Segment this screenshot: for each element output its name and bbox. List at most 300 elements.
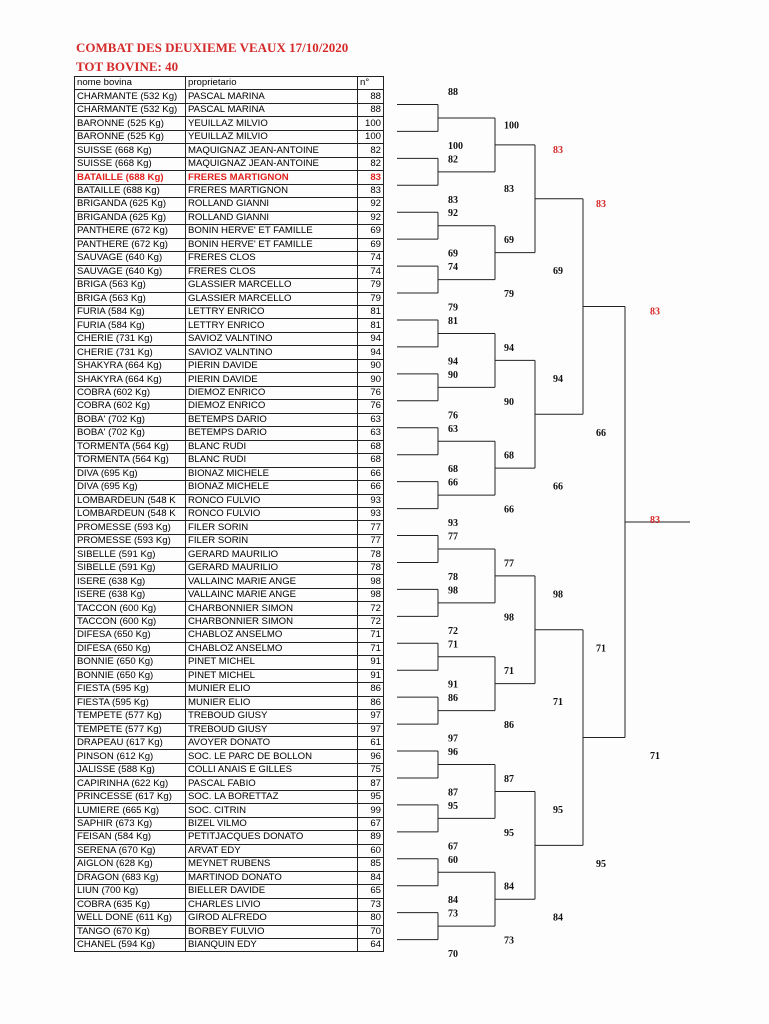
cell-name: TORMENTA (564 Kg)	[75, 454, 186, 467]
bracket-score: 71	[448, 639, 458, 651]
table-row	[75, 777, 384, 790]
bracket-score: 70	[448, 949, 458, 961]
cell-name: CHANEL (594 Kg)	[75, 939, 186, 952]
bracket-score: 72	[448, 625, 458, 637]
bracket-score: 66	[596, 427, 606, 439]
cell-owner: SAVIOZ VALNTINO	[186, 346, 358, 359]
bracket-score: 83	[504, 183, 514, 195]
cell-number: 86	[358, 683, 384, 696]
bracket-score: 98	[448, 585, 458, 597]
cell-owner: CHARBONNIER SIMON	[186, 602, 358, 615]
cell-number: 80	[358, 912, 384, 925]
cell-name: BRIGA (563 Kg)	[75, 279, 186, 292]
bracket-score: 96	[448, 747, 458, 759]
event-title: COMBAT DES DEUXIEME VEAUX 17/10/2020	[76, 40, 349, 55]
cell-number: 66	[358, 481, 384, 494]
table-row	[75, 723, 384, 736]
cell-number: 94	[358, 332, 384, 345]
bracket-score: 97	[448, 733, 458, 745]
entries-table	[74, 76, 384, 952]
cell-owner: CHARLES LIVIO	[186, 898, 358, 911]
table-row	[75, 238, 384, 251]
bracket-score: 78	[448, 571, 458, 583]
cell-number: 72	[358, 615, 384, 628]
bracket-score: 76	[448, 410, 458, 422]
cell-name: PRINCESSE (617 Kg)	[75, 790, 186, 803]
cell-name: PROMESSE (593 Kg)	[75, 521, 186, 534]
table-row	[75, 750, 384, 763]
cell-number: 81	[358, 305, 384, 318]
cell-number: 90	[358, 373, 384, 386]
bracket-score: 94	[553, 373, 563, 385]
cell-owner: ARVAT EDY	[186, 844, 358, 857]
table-row	[75, 508, 384, 521]
cell-name: BOBA' (702 Kg)	[75, 413, 186, 426]
cell-owner: FRERES MARTIGNON	[186, 184, 358, 197]
cell-name: TACCON (600 Kg)	[75, 615, 186, 628]
cell-name: SHAKYRA (664 Kg)	[75, 359, 186, 372]
cell-owner: MAQUIGNAZ JEAN-ANTOINE	[186, 144, 358, 157]
table-row	[75, 548, 384, 561]
cell-owner: BONIN HERVE' ET FAMILLE	[186, 225, 358, 238]
cell-name: FEISAN (584 Kg)	[75, 831, 186, 844]
cell-name: ISERE (638 Kg)	[75, 588, 186, 601]
cell-number: 86	[358, 696, 384, 709]
cell-owner: CHARBONNIER SIMON	[186, 615, 358, 628]
bracket-score: 74	[448, 262, 458, 274]
cell-name: COBRA (635 Kg)	[75, 898, 186, 911]
table-row	[75, 252, 384, 265]
cell-owner: BIONAZ MICHELE	[186, 467, 358, 480]
cell-name: FIESTA (595 Kg)	[75, 696, 186, 709]
cell-name: BARONNE (525 Kg)	[75, 117, 186, 130]
cell-number: 79	[358, 292, 384, 305]
cell-name: BATAILLE (688 Kg)	[75, 184, 186, 197]
cell-owner: PINET MICHEL	[186, 656, 358, 669]
cell-owner: YEUILLAZ MILVIO	[186, 117, 358, 130]
cell-number: 73	[358, 898, 384, 911]
cell-name: CHERIE (731 Kg)	[75, 332, 186, 345]
bracket-score: 95	[504, 827, 514, 839]
bracket-score: 90	[504, 396, 514, 408]
cell-owner: PASCAL MARINA	[186, 90, 358, 103]
cell-name: DIVA (695 Kg)	[75, 467, 186, 480]
cell-name: DRAGON (683 Kg)	[75, 871, 186, 884]
bracket-score: 88	[448, 87, 458, 98]
table-row	[75, 467, 384, 480]
cell-number: 88	[358, 90, 384, 103]
cell-name: BONNIE (650 Kg)	[75, 669, 186, 682]
cell-number: 67	[358, 817, 384, 830]
cell-number: 91	[358, 669, 384, 682]
cell-number: 77	[358, 534, 384, 547]
table-row	[75, 939, 384, 952]
table-header-row	[75, 77, 384, 90]
cell-name: COBRA (602 Kg)	[75, 386, 186, 399]
table-row	[75, 427, 384, 440]
table-row	[75, 858, 384, 871]
cell-name: SUISSE (668 Kg)	[75, 157, 186, 170]
cell-owner: BORBEY FULVIO	[186, 925, 358, 938]
cell-number: 74	[358, 265, 384, 278]
bracket-score: 69	[504, 235, 514, 247]
cell-number: 91	[358, 656, 384, 669]
cell-owner: PIERIN DAVIDE	[186, 373, 358, 386]
bracket-score: 93	[448, 518, 458, 530]
table-row	[75, 561, 384, 574]
cell-number: 76	[358, 400, 384, 413]
cell-name: SERENA (670 Kg)	[75, 844, 186, 857]
bracket-score: 87	[448, 787, 458, 799]
cell-owner: BIANQUIN EDY	[186, 939, 358, 952]
cell-owner: BIELLER DAVIDE	[186, 885, 358, 898]
bracket-score: 73	[504, 935, 514, 947]
bracket-score: 66	[553, 481, 563, 493]
bracket-score: 92	[448, 208, 458, 220]
bracket-score: 71	[650, 751, 660, 763]
cell-name: AIGLON (628 Kg)	[75, 858, 186, 871]
cell-owner: GLASSIER MARCELLO	[186, 279, 358, 292]
cell-name: CHARMANTE (532 Kg)	[75, 103, 186, 116]
cell-owner: RONCO FULVIO	[186, 508, 358, 521]
bracket-score: 68	[448, 464, 458, 476]
cell-owner: GERARD MAURILIO	[186, 548, 358, 561]
cell-owner: GERARD MAURILIO	[186, 561, 358, 574]
cell-number: 75	[358, 763, 384, 776]
cell-name: DIFESA (650 Kg)	[75, 642, 186, 655]
bracket-score: 98	[553, 589, 563, 601]
bracket-score: 63	[448, 423, 458, 435]
cell-name: TACCON (600 Kg)	[75, 602, 186, 615]
table-row	[75, 521, 384, 534]
cell-number: 85	[358, 858, 384, 871]
cell-number: 97	[358, 710, 384, 723]
cell-owner: SOC. LA BORETTAZ	[186, 790, 358, 803]
cell-name: DIFESA (650 Kg)	[75, 629, 186, 642]
cell-number: 95	[358, 790, 384, 803]
cell-name: BARONNE (525 Kg)	[75, 130, 186, 143]
table-row	[75, 305, 384, 318]
bracket-score: 87	[504, 773, 514, 785]
cell-number: 63	[358, 413, 384, 426]
cell-number: 78	[358, 548, 384, 561]
column-header-name: nome bovina	[75, 77, 186, 90]
cell-owner: MEYNET RUBENS	[186, 858, 358, 871]
bracket-score: 84	[448, 895, 458, 907]
bracket-score: 83	[553, 144, 563, 156]
bracket-score: 95	[553, 804, 563, 816]
table-row	[75, 346, 384, 359]
cell-number: 77	[358, 521, 384, 534]
table-row	[75, 198, 384, 211]
table-row	[75, 629, 384, 642]
cell-owner: TREBOUD GIUSY	[186, 723, 358, 736]
table-row	[75, 710, 384, 723]
cell-owner: VALLAINC MARIE ANGE	[186, 575, 358, 588]
cell-owner: LETTRY ENRICO	[186, 319, 358, 332]
bracket-score: 84	[553, 912, 563, 924]
cell-number: 74	[358, 252, 384, 265]
cell-number: 82	[358, 144, 384, 157]
bracket-score: 67	[448, 841, 458, 853]
cell-number: 71	[358, 642, 384, 655]
table-row	[75, 696, 384, 709]
cell-name: LOMBARDEUN (548 K	[75, 508, 186, 521]
table-row	[75, 373, 384, 386]
cell-number: 68	[358, 440, 384, 453]
bracket-score: 71	[596, 643, 606, 655]
cell-owner: ROLLAND GIANNI	[186, 211, 358, 224]
bracket-score: 86	[504, 720, 514, 732]
bracket-score: 90	[448, 369, 458, 381]
table-row	[75, 413, 384, 426]
cell-owner: SAVIOZ VALNTINO	[186, 332, 358, 345]
cell-name: BRIGANDA (625 Kg)	[75, 211, 186, 224]
cell-name: LOMBARDEUN (548 K	[75, 494, 186, 507]
table-row	[75, 279, 384, 292]
cell-number: 71	[358, 629, 384, 642]
bracket-score: 79	[504, 289, 514, 301]
table-row	[75, 319, 384, 332]
cell-owner: BLANC RUDI	[186, 454, 358, 467]
cell-name: PANTHERE (672 Kg)	[75, 238, 186, 251]
cell-owner: RONCO FULVIO	[186, 494, 358, 507]
cell-name: FURIA (584 Kg)	[75, 305, 186, 318]
table-row	[75, 763, 384, 776]
table-row	[75, 454, 384, 467]
table-row	[75, 440, 384, 453]
bracket-score: 77	[448, 531, 458, 543]
bracket-score: 100	[504, 120, 519, 132]
cell-owner: SOC. LE PARC DE BOLLON	[186, 750, 358, 763]
cell-name: CHERIE (731 Kg)	[75, 346, 186, 359]
table-row	[75, 225, 384, 238]
bracket-score: 83	[650, 306, 660, 318]
cell-name: PINSON (612 Kg)	[75, 750, 186, 763]
cell-number: 87	[358, 777, 384, 790]
cell-name: TEMPETE (577 Kg)	[75, 710, 186, 723]
cell-number: 79	[358, 279, 384, 292]
cell-owner: PETITJACQUES DONATO	[186, 831, 358, 844]
cell-name: PROMESSE (593 Kg)	[75, 534, 186, 547]
table-row	[75, 683, 384, 696]
bracket-score: 81	[448, 315, 458, 327]
table-row	[75, 359, 384, 372]
cell-owner: BIONAZ MICHELE	[186, 481, 358, 494]
cell-number: 70	[358, 925, 384, 938]
cell-number: 90	[358, 359, 384, 372]
table-row	[75, 332, 384, 345]
cell-number: 83	[358, 171, 384, 184]
bracket-score: 69	[448, 248, 458, 260]
cell-number: 98	[358, 575, 384, 588]
table-row	[75, 736, 384, 749]
cell-owner: FILER SORIN	[186, 534, 358, 547]
cell-name: SIBELLE (591 Kg)	[75, 548, 186, 561]
table-row	[75, 588, 384, 601]
cell-owner: FRERES MARTIGNON	[186, 171, 358, 184]
table-row	[75, 144, 384, 157]
cell-owner: MUNIER ELIO	[186, 683, 358, 696]
cell-name: SIBELLE (591 Kg)	[75, 561, 186, 574]
table-row	[75, 292, 384, 305]
cell-owner: CHABLOZ ANSELMO	[186, 629, 358, 642]
cell-number: 89	[358, 831, 384, 844]
bracket-score: 84	[504, 881, 514, 893]
bracket-score: 71	[553, 697, 563, 709]
cell-owner: BETEMPS DARIO	[186, 413, 358, 426]
cell-owner: CHABLOZ ANSELMO	[186, 642, 358, 655]
table-row	[75, 575, 384, 588]
table-row	[75, 642, 384, 655]
cell-owner: PASCAL MARINA	[186, 103, 358, 116]
table-row	[75, 481, 384, 494]
bracket-score: 66	[448, 477, 458, 489]
bracket-score: 95	[448, 800, 458, 812]
table-row	[75, 885, 384, 898]
bracket-score: 98	[504, 612, 514, 624]
bracket-score: 79	[448, 302, 458, 314]
cell-name: TEMPETE (577 Kg)	[75, 723, 186, 736]
cell-number: 61	[358, 736, 384, 749]
cell-number: 98	[358, 588, 384, 601]
cell-number: 99	[358, 804, 384, 817]
cell-number: 93	[358, 494, 384, 507]
cell-number: 88	[358, 103, 384, 116]
table-row	[75, 386, 384, 399]
table-row	[75, 656, 384, 669]
cell-number: 72	[358, 602, 384, 615]
cell-number: 65	[358, 885, 384, 898]
cell-name: TORMENTA (564 Kg)	[75, 440, 186, 453]
table-row	[75, 117, 384, 130]
table-row	[75, 211, 384, 224]
cell-owner: FRERES CLOS	[186, 252, 358, 265]
cell-name: DIVA (695 Kg)	[75, 481, 186, 494]
cell-name: BATAILLE (688 Kg)	[75, 171, 186, 184]
cell-number: 83	[358, 184, 384, 197]
cell-owner: TREBOUD GIUSY	[186, 710, 358, 723]
cell-name: FIESTA (595 Kg)	[75, 683, 186, 696]
table-row	[75, 90, 384, 103]
table-row	[75, 898, 384, 911]
cell-owner: DIEMOZ ENRICO	[186, 400, 358, 413]
cell-number: 92	[358, 211, 384, 224]
cell-owner: PIERIN DAVIDE	[186, 359, 358, 372]
cell-number: 96	[358, 750, 384, 763]
cell-name: SAUVAGE (640 Kg)	[75, 265, 186, 278]
cell-owner: BIZEL VILMO	[186, 817, 358, 830]
cell-name: SAPHIR (673 Kg)	[75, 817, 186, 830]
cell-name: LUMIERE (665 Kg)	[75, 804, 186, 817]
bracket-score: 66	[504, 504, 514, 516]
table-row	[75, 844, 384, 857]
table-row	[75, 400, 384, 413]
cell-number: 69	[358, 238, 384, 251]
cell-owner: LETTRY ENRICO	[186, 305, 358, 318]
table-row	[75, 790, 384, 803]
bracket-score: 71	[504, 666, 514, 678]
table-row	[75, 157, 384, 170]
cell-number: 97	[358, 723, 384, 736]
bracket-score: 86	[448, 693, 458, 705]
cell-name: SHAKYRA (664 Kg)	[75, 373, 186, 386]
table-row	[75, 130, 384, 143]
cell-name: CHARMANTE (532 Kg)	[75, 90, 186, 103]
cell-name: FURIA (584 Kg)	[75, 319, 186, 332]
table-row	[75, 925, 384, 938]
cell-name: BONNIE (650 Kg)	[75, 656, 186, 669]
table-row	[75, 494, 384, 507]
cell-number: 93	[358, 508, 384, 521]
cell-owner: DIEMOZ ENRICO	[186, 386, 358, 399]
bracket-score: 100	[448, 140, 463, 152]
table-row	[75, 265, 384, 278]
bracket-score: 95	[596, 858, 606, 870]
cell-owner: FILER SORIN	[186, 521, 358, 534]
cell-number: 60	[358, 844, 384, 857]
cell-name: ISERE (638 Kg)	[75, 575, 186, 588]
cell-name: PANTHERE (672 Kg)	[75, 225, 186, 238]
table-row	[75, 669, 384, 682]
table-row	[75, 912, 384, 925]
table-row	[75, 103, 384, 116]
cell-number: 68	[358, 454, 384, 467]
cell-number: 100	[358, 130, 384, 143]
cell-owner: MAQUIGNAZ JEAN-ANTOINE	[186, 157, 358, 170]
cell-owner: GIROD ALFREDO	[186, 912, 358, 925]
cell-owner: BETEMPS DARIO	[186, 427, 358, 440]
cell-owner: PASCAL FABIO	[186, 777, 358, 790]
cell-name: TANGO (670 Kg)	[75, 925, 186, 938]
cell-owner: ROLLAND GIANNI	[186, 198, 358, 211]
cell-number: 84	[358, 871, 384, 884]
cell-owner: YEUILLAZ MILVIO	[186, 130, 358, 143]
cell-number: 100	[358, 117, 384, 130]
table-row	[75, 602, 384, 615]
table-row	[75, 804, 384, 817]
bracket-score: 60	[448, 854, 458, 866]
table-row	[75, 615, 384, 628]
bracket-score: 73	[448, 908, 458, 920]
cell-name: BRIGA (563 Kg)	[75, 292, 186, 305]
cell-number: 66	[358, 467, 384, 480]
bracket-score: 77	[504, 558, 514, 570]
cell-number: 64	[358, 939, 384, 952]
bracket-score: 69	[553, 266, 563, 278]
cell-owner: AVOYER DONATO	[186, 736, 358, 749]
cell-name: CAPIRINHA (622 Kg)	[75, 777, 186, 790]
cell-number: 82	[358, 157, 384, 170]
bracket-score: 91	[448, 679, 458, 691]
cell-name: JALISSE (588 Kg)	[75, 763, 186, 776]
table-row	[75, 817, 384, 830]
cell-owner: MARTINOD DONATO	[186, 871, 358, 884]
cell-owner: FRERES CLOS	[186, 265, 358, 278]
table-row	[75, 184, 384, 197]
cell-owner: PINET MICHEL	[186, 669, 358, 682]
cell-name: BRIGANDA (625 Kg)	[75, 198, 186, 211]
cell-owner: COLLI ANAIS E GILLES	[186, 763, 358, 776]
bracket-score: 94	[504, 342, 514, 354]
bracket-score: 83	[596, 198, 606, 210]
cell-number: 92	[358, 198, 384, 211]
cell-number: 94	[358, 346, 384, 359]
cell-name: DRAPEAU (617 Kg)	[75, 736, 186, 749]
cell-number: 78	[358, 561, 384, 574]
bracket-score: 94	[448, 356, 458, 368]
cell-name: LIUN (700 Kg)	[75, 885, 186, 898]
